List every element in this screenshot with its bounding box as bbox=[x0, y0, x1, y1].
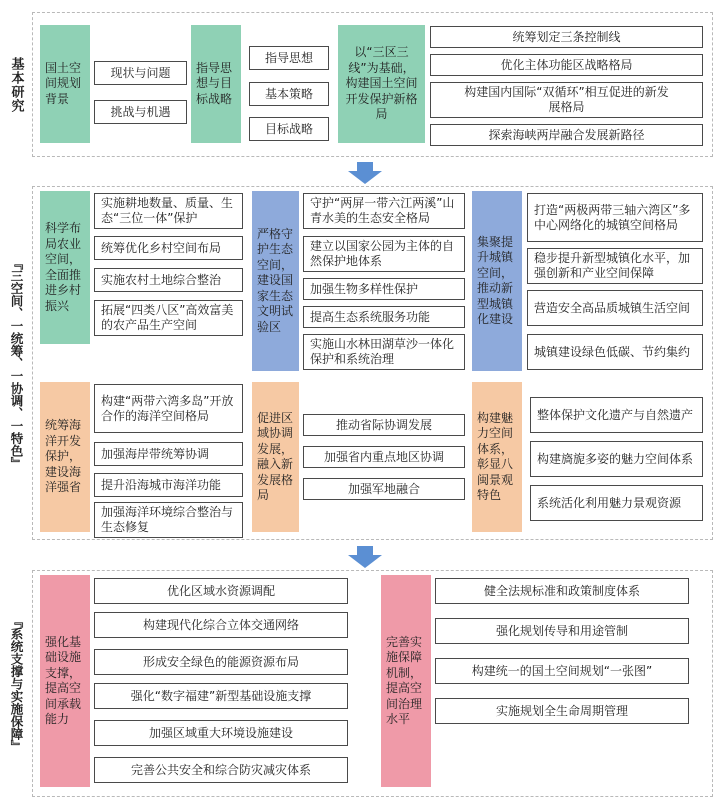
item-new-urbanization: 稳步提升新型城镇化水平，加强创新和产业空间保障 bbox=[527, 248, 703, 284]
item-dual-circulation: 构建国内国际“双循环”相互促进的新发展格局 bbox=[430, 82, 703, 118]
item-landscape-activation: 系统活化利用魅力景观资源 bbox=[530, 485, 703, 521]
item-rural-land-improvement: 实施农村土地综合整治 bbox=[94, 268, 243, 292]
item-basic-strategy: 基本策略 bbox=[249, 82, 329, 106]
item-challenges-opportunities: 挑战与机遇 bbox=[94, 100, 187, 124]
item-interprovincial: 推动省际协调发展 bbox=[303, 414, 465, 436]
item-ocean-pattern: 构建“两带六湾多岛”开放合作的海洋空间格局 bbox=[94, 384, 243, 433]
item-energy-layout: 形成安全绿色的能源资源布局 bbox=[94, 649, 348, 675]
item-integrated-protection: 实施山水林田湖草沙一体化保护和系统治理 bbox=[303, 334, 465, 370]
item-military-civil: 加强军地融合 bbox=[303, 478, 465, 500]
item-urban-network-pattern: 打造“两极两带三轴六湾区”多中心网络化的城镇空间格局 bbox=[527, 193, 703, 242]
item-lifecycle-management: 实施规划全生命周期管理 bbox=[435, 698, 689, 724]
block-urban-space: 集聚提升城镇空间，推动新型城镇化建设 bbox=[472, 191, 522, 371]
item-key-area-coordination: 加强省内重点地区协调 bbox=[303, 446, 465, 468]
item-transport-network: 构建现代化综合立体交通网络 bbox=[94, 612, 348, 638]
item-heritage-protection: 整体保护文化遗产与自然遗产 bbox=[530, 397, 703, 433]
block-regional-coordination: 促进区域协调发展，融入新发展格局 bbox=[252, 382, 299, 532]
block-guiding-ideology: 指导思想与目标战略 bbox=[191, 25, 241, 143]
item-planning-control: 强化规划传导和用途管制 bbox=[435, 618, 689, 644]
item-marine-restoration: 加强海洋环境综合整治与生态修复 bbox=[94, 502, 243, 538]
item-ecosystem-services: 提高生态系统服务功能 bbox=[303, 306, 465, 328]
item-biodiversity: 加强生物多样性保护 bbox=[303, 278, 465, 300]
item-guiding-ideology: 指导思想 bbox=[249, 46, 329, 70]
item-environment-facilities: 加强区域重大环境设施建设 bbox=[94, 720, 348, 746]
block-charm-space: 构建魅力空间体系，彰显八闽景观特色 bbox=[472, 382, 522, 532]
item-cross-strait: 探索海峡两岸融合发展新路径 bbox=[430, 124, 703, 146]
item-charm-space-system: 构建旖旎多姿的魅力空间体系 bbox=[530, 441, 703, 477]
item-three-control-lines: 统筹划定三条控制线 bbox=[430, 26, 703, 48]
item-coastal-coordination: 加强海岸带统筹协调 bbox=[94, 442, 243, 466]
item-digital-fujian: 强化“数字福建”新型基础设施支撑 bbox=[94, 683, 348, 709]
item-agri-production-space: 拓展“四类八区”高效富美的农产品生产空间 bbox=[94, 300, 243, 336]
item-target-strategy: 目标战略 bbox=[249, 117, 329, 141]
item-urban-living-space: 营造安全高品质城镇生活空间 bbox=[527, 290, 703, 326]
item-regulations-policies: 健全法规标准和政策制度体系 bbox=[435, 578, 689, 604]
block-planning-background: 国土空间规划背景 bbox=[40, 25, 90, 143]
block-implementation-guarantee: 完善实施保障机制，提高空间治理水平 bbox=[381, 575, 431, 787]
arrow-down-icon bbox=[348, 162, 382, 184]
block-ocean-space: 统筹海洋开发保护，建设海洋强省 bbox=[40, 382, 90, 532]
block-infrastructure: 强化基础设施支撑，提高空间承载能力 bbox=[40, 575, 90, 787]
item-green-low-carbon: 城镇建设绿色低碳、节约集约 bbox=[527, 334, 703, 370]
item-water-allocation: 优化区域水资源调配 bbox=[94, 578, 348, 604]
section-label-three-spaces: 『三空间、一统筹、一协调、一特色』 bbox=[9, 256, 24, 470]
section-label-basic-research: 基本研究 bbox=[8, 56, 24, 113]
block-ecological-space: 严格守护生态空间，建设国家生态文明试验区 bbox=[252, 191, 299, 371]
item-farmland-protection: 实施耕地数量、质量、生态“三位一体”保护 bbox=[94, 193, 243, 229]
block-three-zones: 以“三区三线”为基础，构建国土空间开发保护新格局 bbox=[338, 25, 425, 143]
section-label-support-guarantee: 『系统支撑与实施保障』 bbox=[9, 614, 24, 753]
item-coastal-city-function: 提升沿海城市海洋功能 bbox=[94, 473, 243, 497]
block-agriculture-space: 科学布局农业空间，全面推进乡村振兴 bbox=[40, 191, 90, 344]
item-ecological-security-pattern: 守护“两屏一带六江两溪”山青水美的生态安全格局 bbox=[303, 193, 465, 229]
item-status-problems: 现状与问题 bbox=[94, 61, 187, 85]
item-main-function-zones: 优化主体功能区战略格局 bbox=[430, 54, 703, 76]
item-disaster-prevention: 完善公共安全和综合防灾减灾体系 bbox=[94, 757, 348, 783]
item-one-map: 构建统一的国土空间规划“一张图” bbox=[435, 658, 689, 684]
item-nature-reserve-system: 建立以国家公园为主体的自然保护地体系 bbox=[303, 236, 465, 272]
arrow-down-icon bbox=[348, 546, 382, 568]
item-rural-layout: 统筹优化乡村空间布局 bbox=[94, 236, 243, 260]
